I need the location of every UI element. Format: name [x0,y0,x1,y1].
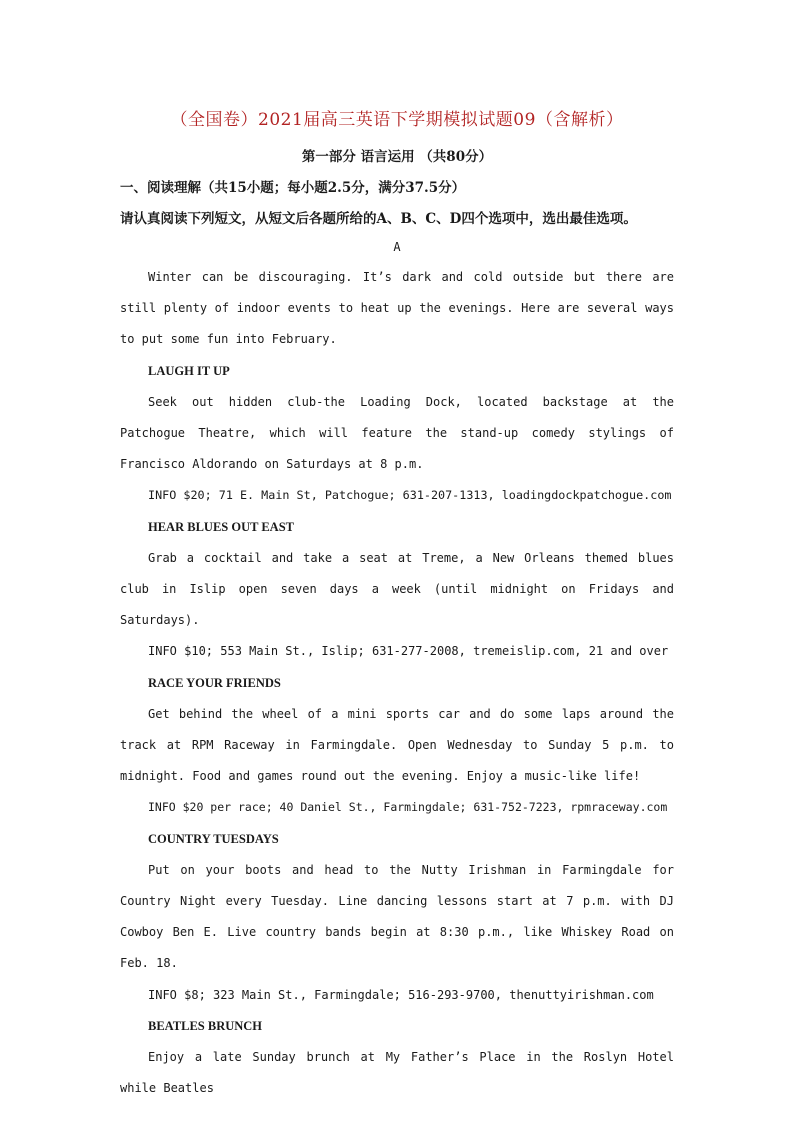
event-heading: LAUGH IT UP [148,363,230,378]
event-heading: HEAR BLUES OUT EAST [148,519,294,534]
passage-letter: A [393,240,401,254]
part-heading: 第一部分 语言运用 （共80分） [301,149,493,165]
event-text: Grab a cocktail and take a seat at Treme, a New Orleans themed blues club in Islip open seven days a week (until midnight on Fridays and Saturdays). [120,550,674,628]
event-info: INFO $8; 323 Main St., Farmingdale; 516-293-9700, thenuttyirishman.com [148,987,654,1002]
passage-body [120,262,674,1104]
passage-intro: Winter can be discouraging. It’s dark and cold outside but there are still plenty of indoor events to heat up the evenings. Here are several ways to put some fun into February. [120,270,674,347]
event-info: INFO $20; 71 E. Main St, Patchogue; 631-207-1313, loadingdockpatchogue.com [148,488,672,503]
section-heading: 一、阅读理解（共15小题；每小题2.5分，满分37.5分） [120,180,466,196]
instruction-text: 请认真阅读下列短文，从短文后各题所给的A、B、C、D四个选项中，选出最佳选项。 [120,211,637,227]
document-title: （全国卷）2021届高三英语下学期模拟试题09（含解析） [170,110,624,130]
event-text: Enjoy a late Sunday brunch at My Father’s Place in the Roslyn Hotel while Beatles [120,1050,674,1096]
event-heading: COUNTRY TUESDAYS [148,831,279,846]
event-info: INFO $20 per race; 40 Daniel St., Farmingdale; 631-752-7223, rpmraceway.com [148,800,668,815]
event-text: Seek out hidden club-the Loading Dock, located backstage at the Patchogue Theatre, which will feature the stand-up comedy stylings of Francisco Aldorando on Saturdays at 8 p.m. [120,394,674,472]
event-heading: RACE YOUR FRIENDS [148,675,281,690]
event-info: INFO $10; 553 Main St., Islip; 631-277-2008, tremeislip.com, 21 and over [148,644,669,659]
event-text: Get behind the wheel of a mini sports car and do some laps around the track at RPM Raceway in Farmingdale. Open Wednesday to Sunday 5 p.m. to midnight. Food and games round out the evening. Enjoy a music-like life! [120,706,674,784]
event-heading: BEATLES BRUNCH [148,1018,263,1033]
event-text: Put on your boots and head to the Nutty Irishman in Farmingdale for Country Night every Tuesday. Line dancing lessons start at 7 p.m. with DJ Cowboy Ben E. Live country bands begin at 8:30 p.m., like Whiskey Road on Feb. 18. [120,862,674,971]
